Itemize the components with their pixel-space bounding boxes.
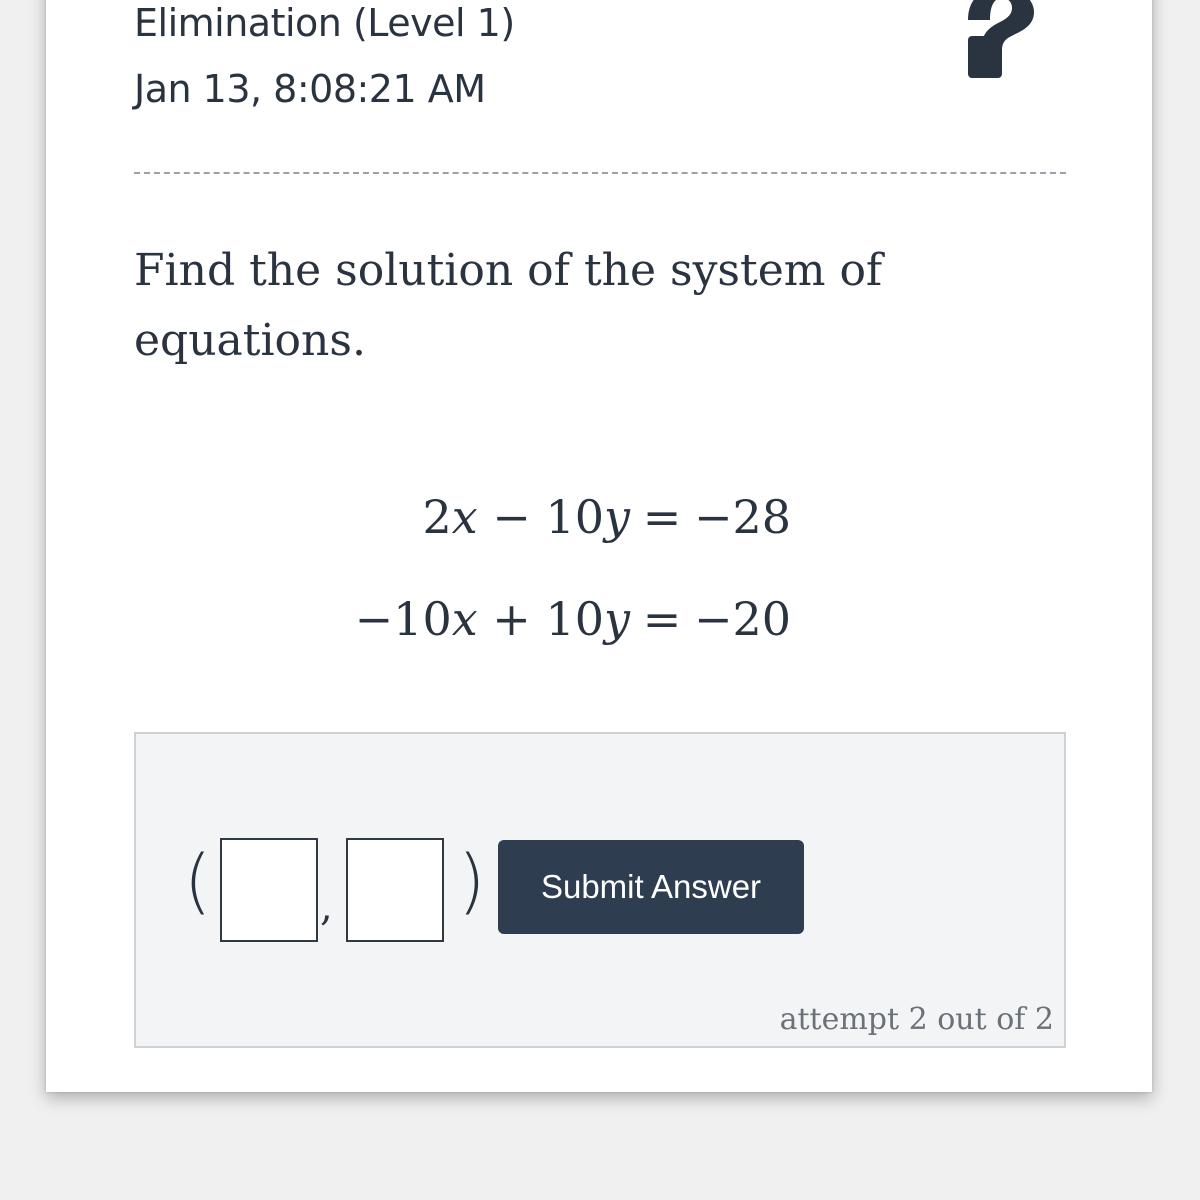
equation-2 — [300, 592, 820, 694]
question-prompt: Find the solution of the system of equations. — [134, 245, 883, 366]
equation-2-equals: = — [642, 592, 682, 646]
equation-1-equals: = — [642, 490, 682, 544]
equation-1 — [300, 490, 820, 592]
equation-1-lhs: 2x − 10y — [422, 490, 630, 544]
equation-1-rhs: −28 — [694, 490, 792, 544]
equation-2-rhs: −20 — [694, 592, 792, 646]
comma-separator: , — [320, 884, 333, 930]
open-paren: ( — [184, 840, 212, 922]
answer-area — [134, 732, 1066, 1048]
equation-2-lhs: −10x + 10y — [354, 592, 630, 646]
assignment-datetime: Jan 13, 8:08:21 AM — [134, 67, 486, 111]
submit-answer-button[interactable]: Submit Answer — [498, 840, 804, 934]
attempt-counter: attempt 2 out of 2 — [779, 1002, 1054, 1037]
question-mark-icon[interactable] — [962, 0, 1038, 80]
y-answer-input[interactable] — [346, 838, 444, 942]
assignment-title: Elimination (Level 1) — [134, 1, 515, 45]
x-answer-input[interactable] — [220, 838, 318, 942]
equation-system — [300, 490, 820, 694]
close-paren: ) — [458, 840, 486, 922]
section-divider — [134, 172, 1066, 174]
